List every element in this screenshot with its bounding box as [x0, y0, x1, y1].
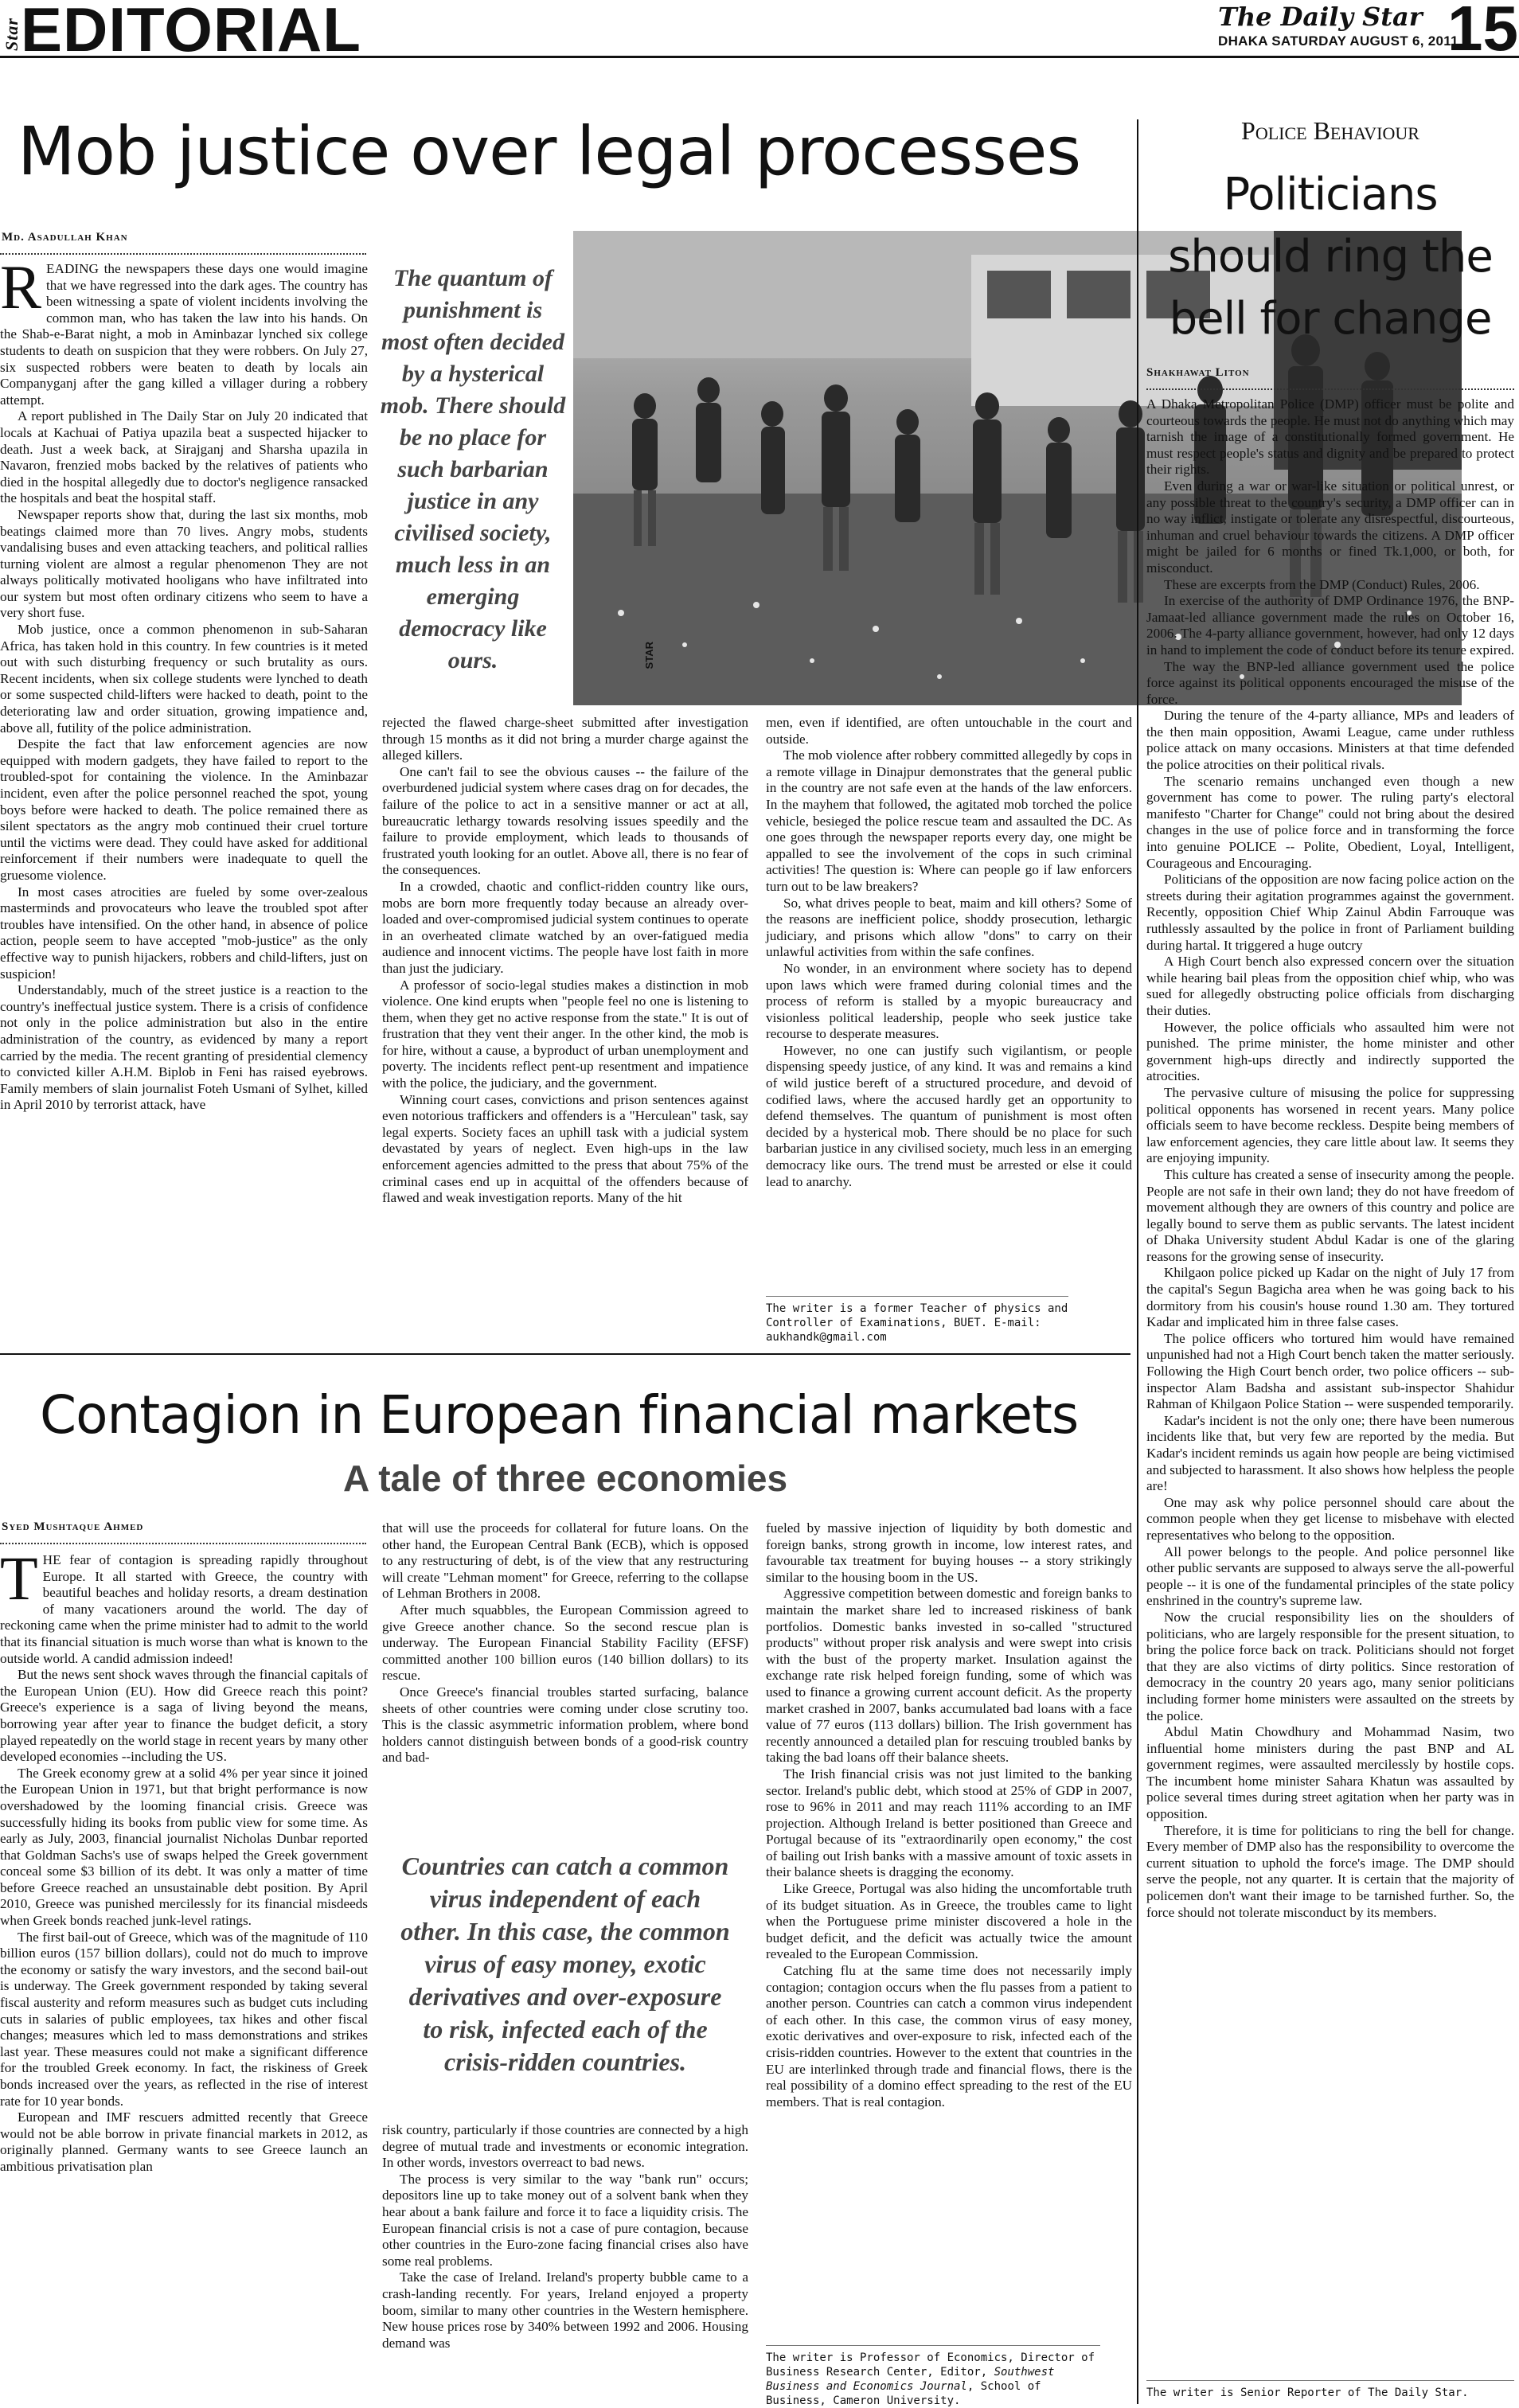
- article1-para: In a crowded, chaotic and conflict-ridden country like ours, mobs are born more frequently today because an already over-loaded and over-compromised judicial system continues to operate in an overheated climate watched by an over-fatigued media audience and innocent victims. The people have lost faith in more than just the judiciary.: [382, 878, 748, 976]
- article3-para: The Irish financial crisis was not just limited to the banking sector. Ireland's public debt, which stood at 25% of GDP in 2007, rose to 96% in 2011 and may reach 111% according to an IMF projection. Although Ireland is better positioned than Greece and Portugal because of its "extraordinarily open economy," the cost of bailing out Irish banks with a massive amount of toxic assets in their balance sheets is dragging the economy.: [766, 1766, 1132, 1880]
- article2-para: One may ask why police personnel should care about the common people when they get license to misbehave with elected representatives who belong to the opposition.: [1146, 1494, 1514, 1543]
- article1-para: READING the newspapers these days one would imagine that we have regressed into the dark ages. The country has been witnessing a spate of violent incidents involving the common man, who has taken the law into his hands. On the Shab-e-Barat night, a mob in Aminbazar lynched six college students to death on suspicion that they were robbers. On July 27, six suspected robbers were beaten to death by locals ain Companyganj after the gang killed a villager during a robbery attempt.: [0, 252, 368, 408]
- section-separator: [0, 1353, 1130, 1355]
- article1-para: A professor of socio-legal studies makes a distinction in mob violence. One kind erupts when "people feel no one is listening to them, when they get no active response from the state." It is out of frustration that they vent their anger. In the other kind, the mob is for hire, without a cause, a byproduct of urban unemployment and poverty. The incidents reflect pent-up resentment and impatience with the police, the judiciary, and the government.: [382, 977, 748, 1091]
- article3-para: Like Greece, Portugal was also hiding the uncomfortable truth of its budget situation. As in Greece, the troubles came to light when the Portuguese prime minister discovered a hole in the budget deficit, and the deficit was actually twice the amount revealed to the European Commission.: [766, 1881, 1132, 1962]
- article1-column-1: [0, 252, 368, 1114]
- article1-headline: Mob justice over legal processes: [18, 112, 1081, 190]
- article2-author-note: The writer is Senior Reporter of The Daily Star.: [1146, 2380, 1514, 2400]
- article1-para: Winning court cases, convictions and prison sentences against even notorious traffickers and offenders is a "Herculean" task, say legal experts. Society faces an uphill task with a judicial system devastated by years of neglect. Even high-ups in the law enforcement agencies admitted to the press that about 75% of the criminal cases end up in acquittal of the offenders because of flawed and weak investigation reports. Many of the hit: [382, 1091, 748, 1206]
- issue-date: DHAKA SATURDAY AUGUST 6, 2011: [1218, 33, 1458, 49]
- article1-para: However, no one can justify such vigilantism, or people dispensing speedy justice, of any kind. It was and remains a kind of wild justice bereft of a structured procedure, and devoid of codified laws, where the accused hardly get an opportunity to defend themselves. The quantum of punishment is most often decided by a hysterical mob. There should be no place for such barbarian justice in any civilised society, much less in an emerging democracy like ours. The trend must be arrested or else it could lead to anarchy.: [766, 1042, 1132, 1189]
- article3-para: The Greek economy grew at a solid 4% per year since it joined the European Union in 1971, but that bright performance is now overshadowed by the looming financial crisis. Greece was successfully hiding its books from public view for some time. As early as July, 2003, financial journalist Nicholas Dunbar reported that Goldman Sachs's use of swaps helped the Greek government conceal some $3 billion of its debt. It was only a matter of time before Greece reached an unsustainable debt position. By April 2010, Greece was punished mercilessly for its financial misdeeds when Greek bonds reached junk-level ratings.: [0, 1765, 368, 1929]
- article2-para: The pervasive culture of misusing the police for suppressing political opponents has worsened in recent years. Many police officials seem to have become reckless. Despite being members of law enforcement agencies, they care little about law. It seems they are enjoying impunity.: [1146, 1084, 1514, 1166]
- article3-para: The first bail-out of Greece, which was of the magnitude of 110 billion euros (157 billion dollars), could not do much to improve the economy or satisfy the wary investors, and the second bail-out is underway. The Greek government responded by taking several fiscal austerity and reform measures such as budget cuts including cuts in salaries of public employees, tax hikes and other fiscal changes; measures which led to mass demonstrations and strikes last year. These measures could not make a significant difference for the troubled Greek economy. In fact, the riskiness of Greek bonds increased over the years, as reflected in the rise of interest rate for 10 year bonds.: [0, 1929, 368, 2109]
- article2-para: All power belongs to the people. And police personnel like other public servants are supposed to always serve the all-powerful people -- it is one of the fundamental principles of the state policy enshrined in the country's supreme law.: [1146, 1544, 1514, 1609]
- article1-pull-quote: The quantum of punishment is most often decided by a hysterical mob. There should be no place for such barbarian justice in any civilised society, much less in an emerging democracy like ours.: [380, 265, 566, 673]
- article2-para: Even during a war or war-like situation or political unrest, or any possible threat to the country's security, a DMP officer can in no way inflict, instigate or tolerate any disrespectful, discourteous, inhuman and cruel behaviour towards the citizens. A DMP officer might be jailed for 6 months or fined Tk.1,000, or both, for misconduct.: [1146, 478, 1514, 576]
- article3-para: that will use the proceeds for collateral for future loans. On the other hand, the European Central Bank (ECB), which is opposed to any restructuring of debt, is of the view that any restructuring will create "Lehman moment" for Greece, referring to the collapse of Lehman Brothers in 2008.: [382, 1520, 748, 1602]
- article2-para: Abdul Matin Chowdhury and Mohammad Nasim, two influential home ministers during the past BNP and AL government regimes, were assaulted mercilessly by hostile cops. The incumbent home minister Sahara Khatun was assaulted by police several times during street agitation when her party was in opposition.: [1146, 1724, 1514, 1822]
- article1-author-note: The writer is a former Teacher of physics and Controller of Examinations, BUET. E-mail: aukhandk@gmail.com: [766, 1296, 1068, 1344]
- article2-para: A Dhaka Metropolitan Police (DMP) officer must be polite and courteous towards the people. He must not do anything which may tarnish the image of a constitutionally formed government. He must respect people's status and dignity and be prepared to protect their rights.: [1146, 396, 1514, 478]
- masthead: [0, 0, 1519, 64]
- article3-headline: Contagion in European financial markets: [40, 1384, 1079, 1446]
- article2-para: In exercise of the authority of DMP Ordinance 1976, the BNP-Jamaat-led alliance government made the rules on October 16, 2006. The 4-party alliance government, however, had only 12 days in hand to implement the code of conduct before its tenure expired.: [1146, 593, 1514, 658]
- article2-para: The scenario remains unchanged even though a new government has come to power. The ruling party's electoral manifesto "Charter for Change" could not bring about the desired changes in the use of police force and in transforming the force into genuine POLICE -- Polite, Obedient, Loyal, Intelligent, Courageous and Encouraging.: [1146, 773, 1514, 871]
- article1-drop-cap: R: [0, 252, 42, 322]
- article3-column-3: [766, 1520, 1132, 2110]
- article1-para: Newspaper reports show that, during the last six months, mob beatings claimed more than 70 lives. Angry mobs, students vandalising buses and even attacking teachers, and political rallies turning violent are almost a regular phenomenon They are not always politically motivated hooligans who have infiltrated into our system but most often ordinary citizens who seem to have a very short fuse.: [0, 506, 368, 621]
- article2-headline: Politicians should ring the bell for change: [1168, 169, 1493, 345]
- article3-para: THE fear of contagion is spreading rapidly throughout Europe. It all started with Greece, the country with beautiful beaches and holiday resorts, a dream destination of many vacationers around the world. The day of reckoning came when the prime minister had to admit to the world that its financial situation is much worse than what is known to the outside world. A candid admission indeed!: [0, 1544, 368, 1666]
- article3-para: Take the case of Ireland. Ireland's property bubble came to a crash-landing recently. For years, Ireland enjoyed a property boom, similar to many other countries in the Western hemisphere. New house prices rose by 340% between 1992 and 2006. Housing demand was: [382, 2269, 748, 2351]
- article3-para: After much squabbles, the European Commission agreed to give Greece another chance. So the second rescue plan is underway. The European Financial Stability Facility (EFSF) committed another 100 billion euros (140 billion dollars) to its rescue.: [382, 1602, 748, 1684]
- article3-column-1: [0, 1544, 368, 2176]
- article2-para: A High Court bench also expressed concern over the situation while hearing bail pleas from the opposition chief whip, who was sued for allegedly obstructing police officials from discharging their duties.: [1146, 954, 1514, 1018]
- article2-para: During the tenure of the 4-party alliance, MPs and leaders of the then main opposition, Awami League, came under ruthless police attack on many occasions. Ministers at that time defended the police atrocities on their political rivals.: [1146, 708, 1514, 773]
- article2-para: Now the crucial responsibility lies on the shoulders of politicians, who are largely responsible for the present situation, to bring the police force back on track. Politicians should not forget that they are also victims of dirty politics. Since restoration of democracy in the country 20 years ago, many senior politicians including former home ministers were assaulted on the streets by the police.: [1146, 1609, 1514, 1723]
- article2-para: This culture has created a sense of insecurity among the people. People are not safe in their own land; they do not have freedom of movement although they are owners of this country and police are legally bound to serve them as public servants. The latest incident of Dhaka University student Abdul Kadar is one of the glaring reasons for the growing sense of insecurity.: [1146, 1166, 1514, 1264]
- article3-para: The process is very similar to the way "bank run" occurs; depositors line up to take money out of a solvent bank when they hear about a bank failure and force it to face a liquidity crisis. The European financial crisis is not a case of pure contagion, because other countries in the Euro-zone facing financial crises also have some real problems.: [382, 2171, 748, 2269]
- article3-para: Once Greece's financial troubles started surfacing, balance sheets of other countries were coming under close scrutiny too. This is the classic asymmetric information problem, where bond holders cannot distinguish between bonds of a good-risk country and bad-: [382, 1684, 748, 1766]
- article1-column-2: [382, 715, 748, 1207]
- article2-para: The police officers who tortured him would have remained unpunished had not a High Court bench taken the matter seriously. Following the High Court bench order, two police officers -- sub-inspector Alam Badsha and assistant sub-inspector Shahidur Rahman of Khilgaon Police Station -- were suspended temporarily.: [1146, 1330, 1514, 1412]
- photo-credit: STAR: [643, 642, 655, 669]
- article3-drop-cap: T: [0, 1544, 38, 1613]
- article3-pull-quote: Countries can catch a common virus independent of each other. In this case, the common virus of easy money, exotic derivatives and over-exposure to risk, infected each of the crisis-ridden countries.: [400, 1852, 730, 2076]
- article1-para: Mob justice, once a common phenomenon in sub-Saharan Africa, has taken hold in this country. In few countries is it meted out with such disturbing frequency or such brutality as ours. Recent incidents, when six college students were lynched to death or some suspected child-lifters were hacked to death, point to the deteriorating law and order situation, growing impatience and, above all, futility of the police administration.: [0, 622, 368, 736]
- article1-byline-rule: [0, 253, 366, 255]
- article3-para: fueled by massive injection of liquidity by both domestic and foreign banks, strong growth in income, low interest rates, and favourable tax treatment for buying houses -- a story strikingly similar to the housing boom in the US.: [766, 1520, 1132, 1585]
- article3-column-2-bottom: [382, 2122, 748, 2351]
- article2-byline: Shakhawat Liton: [1146, 366, 1250, 379]
- article3-subheadline: A tale of three economies: [342, 1458, 788, 1499]
- article1-para: No wonder, in an environment where society has to depend upon laws which were framed during colonial times and the process of reform is stalled by a myopic bureaucracy and visionless political leadership, people who seek justice take recourse to desperate measures.: [766, 960, 1132, 1042]
- article2-byline-rule: [1146, 388, 1514, 390]
- article1-byline: Md. Asadullah Khan: [2, 231, 128, 244]
- article3-para: Catching flu at the same time does not necessarily imply contagion; contagion occurs when the flu passes from a patient to another person. Countries can catch a common virus independent of each other. In this case, the common virus of easy money, exotic derivatives and over-exposure to risk, infected each of the crisis-ridden countries. However to the extent that countries in the EU are interlinked through trade and financial flows, there is the real possibility of a domino effect spreading to the rest of the EU members. That is real contagion.: [766, 1963, 1132, 2109]
- article1-para: Despite the fact that law enforcement agencies are now equipped with modern gadgets, they have failed to report to the troubled-spot for containing the violence. In the Aminbazar incident, even after the police personnel reached the spot, young boys before were hacked to death. The police remained there as silent spectators as the angry mob continued their cruel torture until the victims were dead. They could have asked for additional reinforcement if their numbers were inadequate to quell the gruesome violence.: [0, 736, 368, 883]
- article2-body: [1146, 396, 1514, 1921]
- page-number: 15: [1447, 0, 1518, 64]
- article2-para: The way the BNP-led alliance government used the police force against its political opponents encouraged the misuse of the force.: [1146, 658, 1514, 707]
- article2-para: Kadar's incident is not the only one; there have been numerous incidents like that, but very few are reported by the media. But Kadar's incident reminds us again how people are being victimised and subjected to harassment. It also shows how helpless the people are!: [1146, 1412, 1514, 1494]
- paper-name: The Daily Star: [1218, 2, 1423, 32]
- article3-author-note: The writer is Professor of Economics, Director of Business Research Center, Editor, Southwest Business and Economics Journal, School of Business, Cameron University.: [766, 2345, 1100, 2408]
- article1-para: So, what drives people to beat, maim and kill others? Some of the reasons are inefficient police, shoddy prosecution, lethargic judiciary, and prisons which allow "dons" to carry on their unlawful activities from within the safe confines.: [766, 895, 1132, 960]
- article3-para: risk country, particularly if those countries are connected by a high degree of mutual trade and investments or economic integration. In other words, investors overreact to bad news.: [382, 2122, 748, 2171]
- article1-para: A report published in The Daily Star on July 20 indicated that locals at Kachuai of Patiya upazila beat a suspected hijacker to death. Just a week back, at Sirajganj and Sharsha upazila in Navaron, frenzied mobs backed by the relatives of patients who died in the hospital allegedly due to doctor's negligence ransacked the hospitals and beat the hospital staff.: [0, 408, 368, 506]
- article3-byline-rule: [0, 1543, 366, 1544]
- article1-para: The mob violence after robbery committed allegedly by cops in a remote village in Dinajpur demonstrates that the general public in the country are not safe even at the hands of the law enforcers. In the mayhem that followed, the agitated mob torched the police vehicle, besieged the police rescue team and assaulted the DC. As one goes through the newspaper reports every day, one might be appalled to see the involvement of the cops in such criminal activities! The question is: Where can people go if law enforcers turn out to be law breakers?: [766, 747, 1132, 894]
- article2-kicker: Police Behaviour: [1241, 116, 1419, 145]
- article2-para: Therefore, it is time for politicians to ring the bell for change. Every member of DMP also has the responsibility to overcome the current situation to uphold the force's image. The DMP should serve the people, not any quarter. It is certain that the majority of policemen don't want their image to be tarnished further. So, the force should not tolerate misconduct by its members.: [1146, 1822, 1514, 1920]
- article1-column-3: [766, 715, 1132, 1190]
- article2-para: Politicians of the opposition are now facing police action on the streets during their agitation programmes against the government. Recently, opposition Chief Whip Zainul Abdin Farrouque was ruthlessly assaulted by the police in front of Parliament building during hartal. It triggered a huge outcry: [1146, 872, 1514, 953]
- article1-para: One can't fail to see the obvious causes -- the failure of the overburdened judicial system where cases drag on for decades, the failure of the police to act in a sensitive manner or act at all, bureaucratic lethargy towards resolving issues speedily and the failure to provide employment, which leads to thousands of frustrated youth looking for an outlet. Above all, there is no fear of the consequences.: [382, 763, 748, 878]
- article3-para: European and IMF rescuers admitted recently that Greece would not be able borrow in private financial markets in 2012, as originally planned. Germany wants to see Greece launch an ambitious privatisation plan: [0, 2109, 368, 2174]
- article3-byline: Syed Mushtaque Ahmed: [2, 1520, 144, 1533]
- article2-para: These are excerpts from the DMP (Conduct) Rules, 2006.: [1164, 576, 1480, 592]
- article2-para: However, the police officials who assaulted him were not punished. The prime minister, the home minister and other government high-ups directly and indirectly supported the atrocities.: [1146, 1019, 1514, 1084]
- article1-para: men, even if identified, are often untouchable in the court and outside.: [766, 715, 1132, 747]
- column-separator: [1137, 119, 1138, 2404]
- article3-para: But the news sent shock waves through the financial capitals of the European Union (EU). How did Greece reach this point? Greece's experience is a saga of living beyond the means, borrowing year after year to finance the budget deficit, a story played repeatedly on the world stage in recent years by many other developed economies --including the US.: [0, 1667, 368, 1765]
- article3-para: Aggressive competition between domestic and foreign banks to maintain the market share led to increased riskiness of bank portfolios. Domestic banks invested in so-called "structured products" without proper risk analysis and were swept into crisis with the bust of the property market. Insulation against the exchange rate risk helped foreign funding, some of which was used to finance a growing current account deficit. As the property market crashed in 2007, banks accumulated bad loans with a face value of 77 euros (113 dollars) billion. The Irish government has recently announced a detailed plan for rescuing troubled banks by taking the bad loans off their balance sheets.: [766, 1586, 1132, 1766]
- article3-column-2-top: [382, 1520, 748, 1766]
- article1-para: In most cases atrocities are fueled by some over-zealous masterminds and provocateurs who leave the troubled spot after troubles have intensified. On the other hand, in absence of police action, people seem to have accepted "mob-justice" as the only effective way to punish hijackers, robbers and child-lifters, just on suspicion!: [0, 884, 368, 982]
- section-title: EDITORIAL: [21, 0, 361, 64]
- article1-para: rejected the flawed charge-sheet submitted after investigation through 15 months as it did not bring a murder charge against the alleged killers.: [382, 715, 748, 763]
- article2-para: Khilgaon police picked up Kadar on the night of July 17 from the capital's Segun Bagicha area when he was going back to his dormitory from his cousin's house round 1.30 am. They tortured Kadar and implicated him in three false cases.: [1146, 1265, 1514, 1330]
- brand-vertical: Star: [2, 18, 21, 51]
- article1-para: Understandably, much of the street justice is a reaction to the country's ineffectual justice system. There is a crisis of confidence not only in the police administration but also in the entire administration of the country, as evidenced by many a report carried by the media. The recent granting of presidential clemency to convicted killer A.H.M. Biplob in Feni has raised eyebrows. Family members of slain journalist Foteh Usmani of Sylhet, killed in April 2010 by terrorist attack, have: [0, 982, 368, 1113]
